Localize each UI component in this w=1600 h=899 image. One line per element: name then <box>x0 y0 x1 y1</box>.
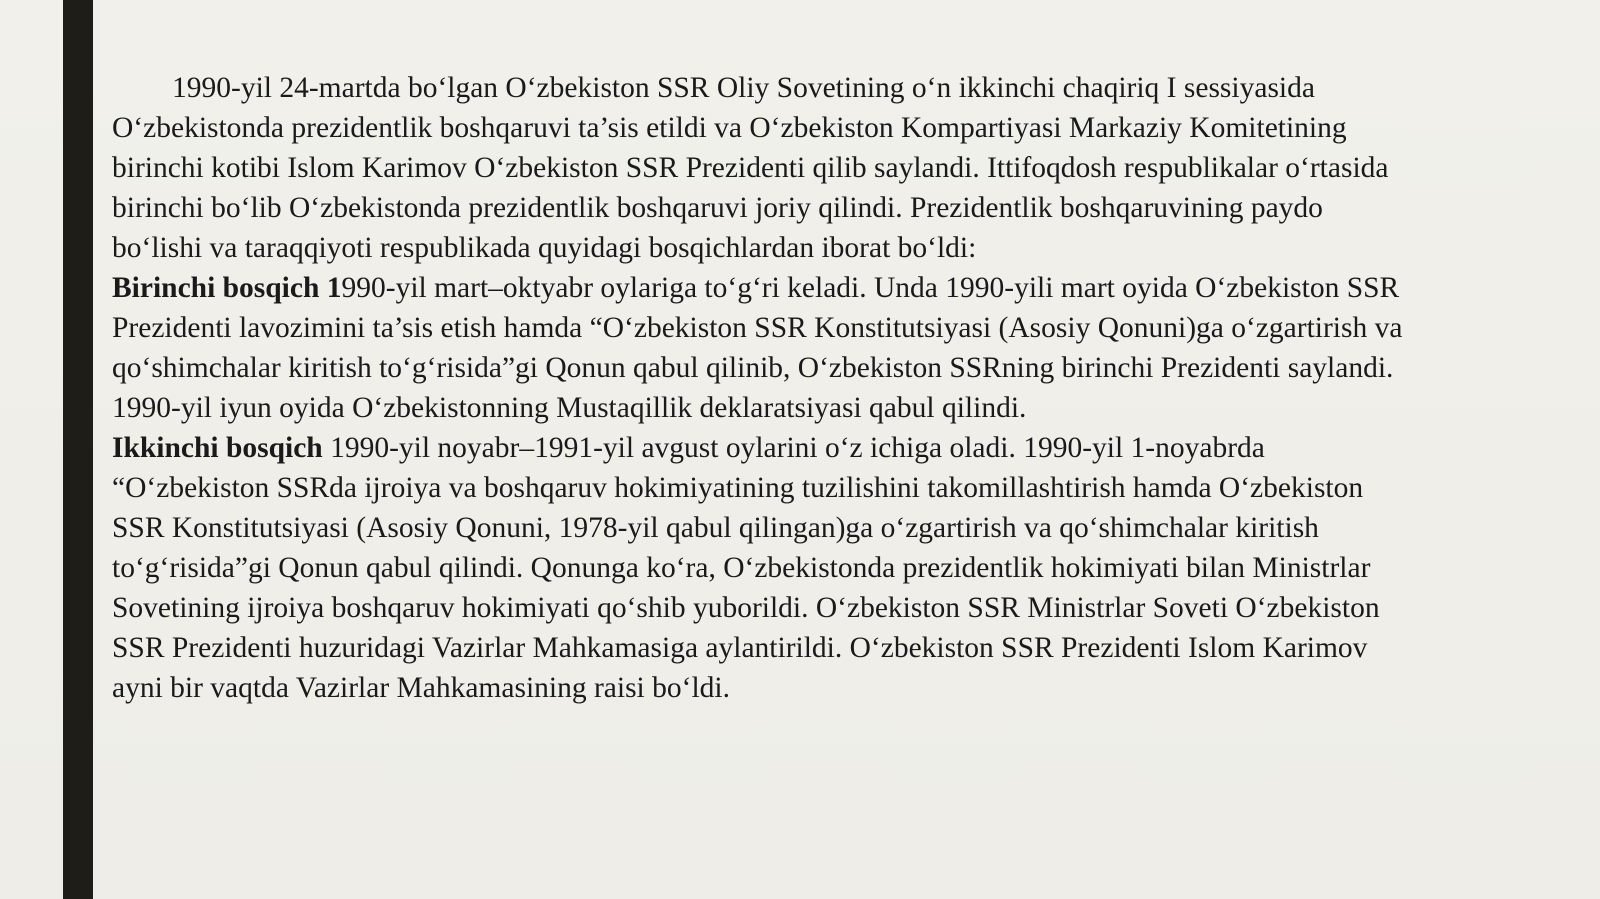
text-line <box>112 428 1572 468</box>
text-line: birinchi kotibi Islom Karimov O‘zbekiston SSR Prezidenti qilib saylandi. Ittifoqdosh respublikalar o‘rtasida <box>112 152 1389 184</box>
text-line <box>112 268 1572 308</box>
text-line: bo‘lishi va taraqqiyoti respublikada quyidagi bosqichlardan iborat bo‘ldi: <box>112 232 977 264</box>
text-line: “O‘zbekiston SSRda ijroiya va boshqaruv hokimiyatining tuzilishini takomillashtirish hamda O‘zbekiston <box>112 472 1364 504</box>
text-line <box>112 68 1572 108</box>
text-line: ayni bir vaqtda Vazirlar Mahkamasining raisi bo‘ldi. <box>112 672 730 704</box>
text-line: Sovetining ijroiya boshqaruv hokimiyati qo‘shib yuborildi. O‘zbekiston SSR Ministrlar Soveti O‘zbekiston <box>112 592 1380 624</box>
paragraph-stage-two <box>112 428 1572 708</box>
text-line: SSR Prezidenti huzuridagi Vazirlar Mahkamasiga aylantirildi. O‘zbekiston SSR Prezidenti Islom Karimov <box>112 632 1368 664</box>
paragraph-stage-one <box>112 268 1572 428</box>
text-line: Prezidenti lavozimini ta’sis etish hamda “O‘zbekiston SSR Konstitutsiyasi (Asosiy Qonuni)ga o‘zgartirish va <box>112 312 1403 344</box>
stage-one-heading: Birinchi bosqich 1 <box>112 272 342 304</box>
text-line: to‘g‘risida”gi Qonun qabul qilindi. Qonunga ko‘ra, O‘zbekistonda prezidentlik hokimiyati bilan Ministrlar <box>112 552 1371 584</box>
stage-two-heading: Ikkinchi bosqich <box>112 432 323 464</box>
slide-body-text <box>112 68 1572 708</box>
text-line: SSR Konstitutsiyasi (Asosiy Qonuni, 1978-yil qabul qilingan)ga o‘zgartirish va qo‘shimchalar kiritish <box>112 512 1319 544</box>
text-line: O‘zbekistonda prezidentlik boshqaruvi ta’sis etildi va O‘zbekiston Kompartiyasi Markaziy Komitetining <box>112 112 1347 144</box>
left-accent-bar <box>63 0 93 899</box>
text-line: 1990-yil iyun oyida O‘zbekistonning Mustaqillik deklaratsiyasi qabul qilindi. <box>112 392 1027 424</box>
text-line-content: 1990-yil 24-martda bo‘lgan O‘zbekiston SSR Oliy Sovetining o‘n ikkinchi chaqiriq I sessiyasida <box>172 72 1315 104</box>
paragraph-intro <box>112 68 1572 268</box>
text-line-content: 1990-yil noyabr–1991-yil avgust oylarini o‘z ichiga oladi. 1990-yil 1-noyabrda <box>322 432 1265 464</box>
text-line-content: 990-yil mart–oktyabr oylariga to‘g‘ri keladi. Unda 1990-yili mart oyida O‘zbekiston SSR <box>341 272 1400 304</box>
text-line: birinchi bo‘lib O‘zbekistonda prezidentlik boshqaruvi joriy qilindi. Prezidentlik boshqaruvining paydo <box>112 192 1323 224</box>
text-line: qo‘shimchalar kiritish to‘g‘risida”gi Qonun qabul qilinib, O‘zbekiston SSRning birinchi Prezidenti saylandi. <box>112 352 1394 384</box>
